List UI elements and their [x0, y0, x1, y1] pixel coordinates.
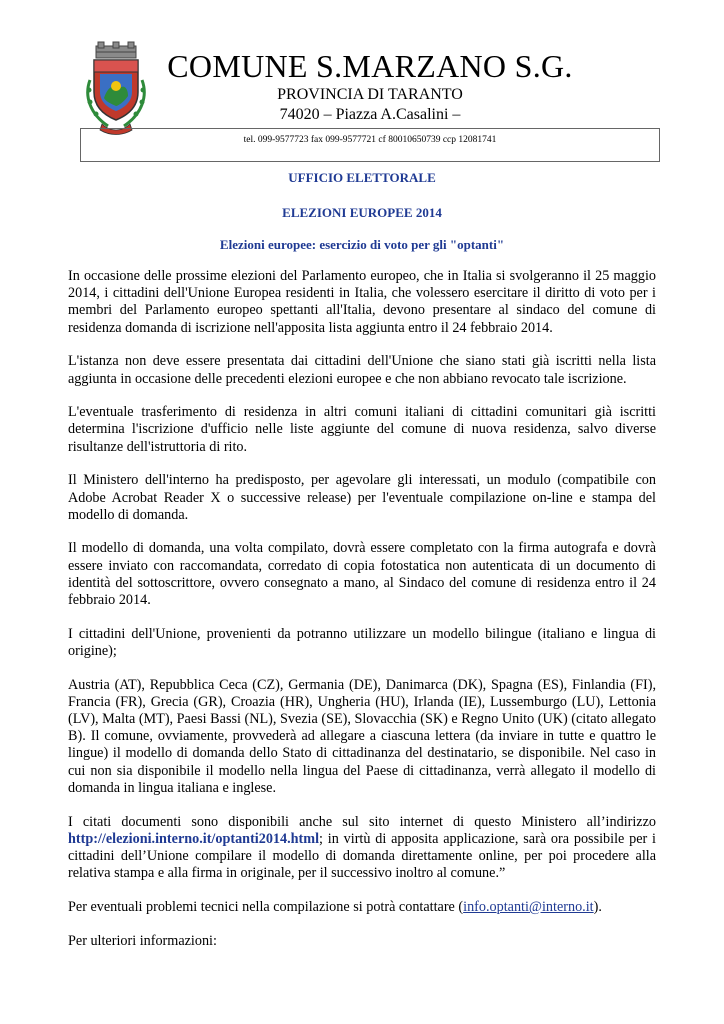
paragraph-9-text-start: Per eventuali problemi tecnici nella compilazione si potrà contattare ( [68, 898, 464, 915]
paragraph-1: In occasione delle prossime elezioni del Parlamento europeo, che in Italia si svolgeranno il 25 maggio 2014, i cittadini dell'Unione Europea residenti in Italia, che volessero esercitare il diritto di voto per i membri del Parlamento europeo spettanti all'Italia, devono presentare al sindaco del comune di residenza domanda di iscrizione nell'apposita lista aggiunta entro il 24 febbraio 2014. [68, 268, 656, 336]
ministry-link[interactable]: http://elezioni.interno.it/optanti2014.html [68, 830, 320, 847]
paragraph-6: I cittadini dell'Unione, provenienti da potranno utilizzare un modello bilingue (italiano e lingua di origine); [68, 625, 656, 659]
subject-heading: Elezioni europee: esercizio di voto per gli "optanti" [219, 237, 505, 252]
paragraph-7: Austria (AT), Repubblica Ceca (CZ), Germania (DE), Danimarca (DK), Spagna (ES), Finlandia (FI), Francia (FR), Grecia (GR), Croazia (HR), Ungheria (HU), Irlanda (IE), Lussemburgo (LU), Lettonia (LV), Malta (MT), Paesi Bassi (NL), Svezia (SE), Slovacchia (SK) e Regno Unito (UK) (citato allegato B). Il comune, ovviamente, provvederà ad allegare a ciascuna lettera (da inviare in tutte e quattro le lingue) il modello di domanda dello Stato di cittadinanza del destinatario, se disponibile. Nel caso in cui non sia disponibile il modello nella lingua del Paese di cittadinanza, verrà allegato il modello di domanda in lingua italiana e inglese. [68, 676, 656, 796]
paragraph-2: L'istanza non deve essere presentata dai cittadini dell'Unione che siano stati già iscritti nella lista aggiunta in occasione delle precedenti elezioni europee e che non abbiano revocato tale iscrizione. [68, 353, 656, 387]
paragraph-4: Il Ministero dell'interno ha predisposto, per agevolare gli interessati, un modulo (compatibile con Adobe Acrobat Reader X o successive release) per l'eventuale compilazione on-line e stampa del modello di domanda. [68, 472, 656, 523]
paragraph-8-text-end: ; in virtù di apposita applicazione, sarà ora possibile per i cittadini dell’Unione compilare il modello di domanda direttamente online, per poi procedere alla relativa stampa e alla firma in originale, per il successivo inoltro al comune.” [68, 830, 656, 882]
paragraph-5: Il modello di domanda, una volta compilato, dovrà essere completato con la firma autografa e dovrà essere inviato con raccomandata, corredato di copia fotostatica non autenticata di un documento di identità del sottoscrittore, ovvero consegnato a mano, al Sindaco del comune di residenza entro il 24 febbraio 2014. [68, 540, 656, 609]
paragraph-9-text-end: ). [593, 898, 602, 915]
province-line: PROVINCIA DI TARANTO [277, 86, 463, 103]
support-email-link[interactable]: info.optanti@interno.it [463, 898, 594, 915]
office-heading: UFFICIO ELETTORALE [288, 170, 436, 185]
paragraph-3: L'eventuale trasferimento di residenza in altri comuni italiani di cittadini comunitari già iscritti determina l'iscrizione d'ufficio nelle liste aggiunte del comune di nuova residenza, salvo diverse risultanze dell'istruttoria di rito. [68, 404, 656, 455]
address-line: 74020 – Piazza A.Casalini – [279, 106, 461, 123]
contact-info: tel. 099-9577723 fax 099-9577721 cf 80010650739 ccp 12081741 [243, 135, 497, 145]
paragraph-9 [68, 899, 656, 916]
paragraph-8 [68, 814, 656, 883]
paragraph-8-text-start: I citati documenti sono disponibili anche sul sito internet di questo Ministero all’indirizzo [68, 813, 656, 830]
municipality-title: COMUNE S.MARZANO S.G. [167, 48, 573, 84]
coat-of-arms-icon [80, 40, 152, 136]
election-heading: ELEZIONI EUROPEE 2014 [282, 205, 442, 220]
document-body [68, 268, 656, 966]
paragraph-10: Per ulteriori informazioni: [68, 932, 217, 949]
letterhead [150, 47, 590, 125]
